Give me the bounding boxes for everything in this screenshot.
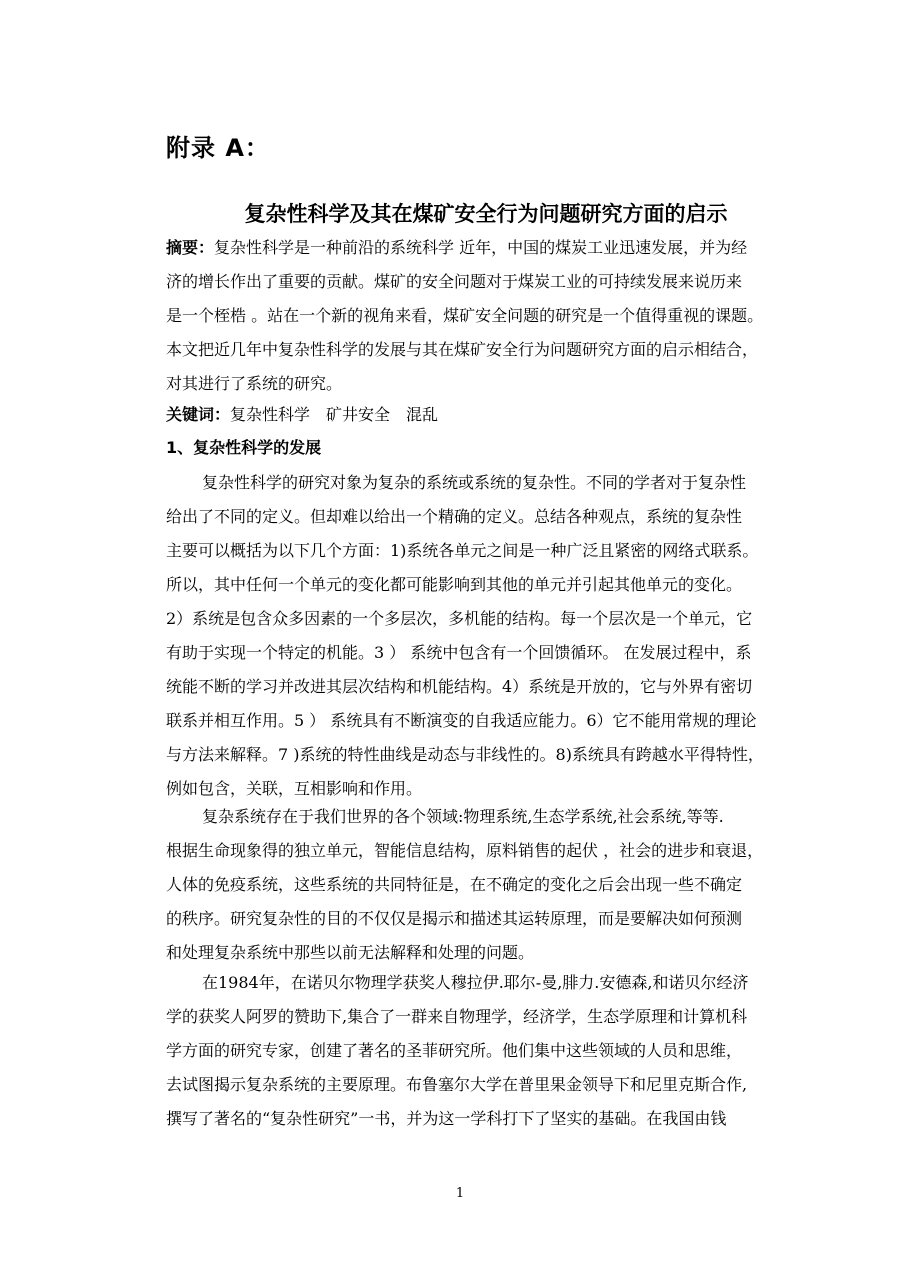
abstract-line: 对其进行了系统的研究。 <box>166 374 343 393</box>
section-1-paragraph-3 <box>166 966 810 1136</box>
section-1-paragraph-2 <box>166 800 810 970</box>
keywords-text: 复杂性科学 矿井安全 混乱 <box>230 405 439 424</box>
paragraph-line: 复杂性科学的研究对象为复杂的系统或系统的复杂性。不同的学者对于复杂性 <box>202 473 747 492</box>
keywords-line <box>166 398 810 432</box>
paragraph-line: 所以，其中任何一个单元的变化都可能影响到其他的单元并引起其他单元的变化。 <box>166 575 743 594</box>
paragraph-line: 有助于实现一个特定的机能。3 ） 系统中包含有一个回馈循环。 在发展过程中，系 <box>166 643 752 662</box>
paragraph-line: 在1984年，在诺贝尔物理学获奖人穆拉伊.耶尔-曼,腓力.安德森,和诺贝尔经济 <box>202 973 749 992</box>
paragraph-line: 给出了不同的定义。但却难以给出一个精确的定义。总结各种观点，系统的复杂性 <box>166 507 743 526</box>
paragraph-line: 主要可以概括为以下几个方面：1)系统各单元之间是一种广泛且紧密的网络式联系。 <box>166 541 759 560</box>
paragraph-line: 去试图揭示复杂系统的主要原理。布鲁塞尔大学在普里果金领导下和尼里克斯合作, <box>166 1075 748 1094</box>
abstract-text: 复杂性科学是一种前沿的系统科学 近年，中国的煤炭工业迅速发展，并为经 <box>214 238 748 257</box>
paragraph-line: 和处理复杂系统中那些以前无法解释和处理的问题。 <box>166 943 535 962</box>
keywords-label: 关键词： <box>166 405 231 424</box>
abstract-line: 本文把近几年中复杂性科学的发展与其在煤矿安全行为问题研究方面的启示相结合， <box>166 340 759 359</box>
paragraph-line: 联系并相互作用。5 ） 系统具有不断演变的自我适应能力。6）它不能用常规的理论 <box>166 711 757 730</box>
paragraph-line: 撰写了著名的“复杂性研究”一书，并为这一学科打下了坚实的基础。在我国由钱 <box>166 1109 727 1128</box>
abstract-line: 济的增长作出了重要的贡献。煤矿的安全问题对于煤炭工业的可持续发展来说历来 <box>166 272 743 291</box>
paragraph-line: 复杂系统存在于我们世界的各个领域:物理系统,生态学系统,社会系统,等等. <box>202 807 724 826</box>
section-1-paragraph-1 <box>166 466 810 806</box>
paragraph-line: 学方面的研究专家，创建了著名的圣菲研究所。他们集中这些领域的人员和思维， <box>166 1041 743 1060</box>
paragraph-line: 例如包含，关联，互相影响和作用。 <box>166 779 423 798</box>
paragraph-line: 统能不断的学习并改进其层次结构和机能结构。4）系统是开放的，它与外界有密切 <box>166 677 753 696</box>
paragraph-line: 的秩序。研究复杂性的目的不仅仅是揭示和描述其运转原理，而是要解决如何预测 <box>166 909 743 928</box>
abstract-line: 是一个桎梏 。站在一个新的视角来看，煤矿安全问题的研究是一个值得重视的课题。 <box>166 306 764 325</box>
abstract-line <box>166 231 810 265</box>
section-1-heading-block <box>166 431 810 465</box>
paragraph-line: 根据生命现象得的独立单元，智能信息结构，原料销售的起伏 ，社会的进步和衰退， <box>166 841 764 860</box>
appendix-heading: 附录 A： <box>166 134 270 162</box>
keywords-block <box>166 398 810 432</box>
paragraph-line: 学的获奖人阿罗的赞助下,集合了一群来自物理学，经济学，生态学原理和计算机科 <box>166 1007 748 1026</box>
abstract-label: 摘要： <box>166 238 215 257</box>
abstract-block <box>166 231 810 401</box>
page-number: 1 <box>455 1186 465 1201</box>
paragraph-line: 2）系统是包含众多因素的一个多层次，多机能的结构。每一个层次是一个单元，它 <box>166 609 753 628</box>
section-1-heading: 1、复杂性科学的发展 <box>166 438 322 457</box>
paragraph-line: 与方法来解释。7 )系统的特性曲线是动态与非线性的。8)系统具有跨越水平得特性， <box>166 745 764 764</box>
paragraph-line: 人体的免疫系统，这些系统的共同特征是，在不确定的变化之后会出现一些不确定 <box>166 875 743 894</box>
document-title: 复杂性科学及其在煤矿安全行为问题研究方面的启示 <box>244 202 728 226</box>
